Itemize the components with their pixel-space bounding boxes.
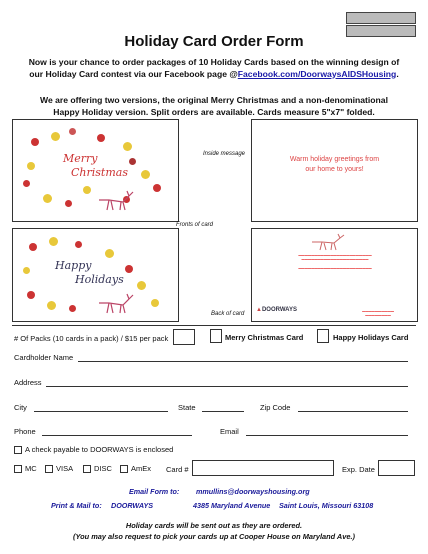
reindeer-icon — [95, 293, 135, 315]
versions-paragraph — [10, 95, 418, 118]
intro-paragraph — [10, 57, 418, 80]
city-field[interactable] — [34, 411, 168, 412]
packs-quantity-field[interactable] — [173, 329, 195, 345]
card-number-label: Card # — [166, 465, 189, 474]
happy-holidays-option: Happy Holidays Card — [333, 333, 409, 342]
versions-line-2: Happy Holiday version. Split orders are available. Cards measure 5"x7" folded. — [53, 106, 375, 117]
happy-holidays-front-image — [12, 228, 179, 322]
email-label: Email — [220, 427, 239, 436]
pickup-note: (You may also request to pick your cards up at Cooper House on Maryland Ave.) — [73, 532, 355, 541]
header-box — [346, 12, 416, 24]
email-address[interactable]: mmullins@doorwayshousing.org — [196, 487, 310, 496]
merry-christmas-checkbox[interactable] — [210, 329, 222, 343]
divider — [12, 325, 416, 326]
state-field[interactable] — [202, 411, 244, 412]
intro-line-2 — [10, 69, 418, 81]
disc-checkbox[interactable] — [83, 465, 91, 473]
doorways-logo-text: DOORWAYS — [261, 307, 297, 313]
holidays-text: Holidays — [75, 273, 124, 286]
back-of-card-image — [251, 228, 418, 322]
mc-checkbox[interactable] — [14, 465, 22, 473]
check-payable-text: A check payable to — [25, 445, 88, 454]
cardholder-name-label: Cardholder Name — [14, 353, 74, 362]
zip-code-label: Zip Code — [260, 403, 291, 412]
shipping-note: Holiday cards will be sent out as they are ordered. — [125, 521, 303, 530]
inside-message-label: Inside message — [203, 151, 246, 157]
cardholder-name-field[interactable] — [78, 361, 408, 362]
amex-label: AmEx — [131, 464, 152, 473]
email-form-label: Email Form to: — [129, 487, 180, 496]
facebook-link[interactable]: Facebook.com/DoorwaysAIDSHousing — [237, 68, 397, 79]
intro-line-2-text: our Holiday Card contest via our Facebook page @ — [29, 68, 238, 79]
zip-code-field[interactable] — [298, 411, 408, 412]
address-label: Address — [14, 378, 42, 387]
address-field[interactable] — [46, 386, 408, 387]
mail-label: Print & Mail to: — [51, 501, 102, 510]
visa-label: VISA — [56, 464, 74, 473]
city-label: City — [14, 403, 27, 412]
exp-date-label: Exp. Date — [342, 465, 375, 474]
reindeer-icon — [95, 190, 135, 212]
check-enclosed-label — [25, 445, 173, 454]
happy-holidays-checkbox[interactable] — [317, 329, 329, 343]
disc-label: DISC — [94, 464, 112, 473]
happy-text: Happy — [55, 259, 92, 272]
mail-street: 4385 Maryland Avenue — [193, 501, 271, 510]
back-fine-print: ▬▬▬▬▬▬▬▬▬▬▬▬▬▬▬▬▬▬▬▬▬▬▬ ▬▬▬▬▬▬▬▬▬▬▬▬▬▬▬▬▬▬▬▬▬ ▬▬▬▬▬▬▬▬▬▬▬▬▬▬▬▬▬▬▬▬▬▬▬ — [298, 253, 372, 270]
intro-line-1: Now is your chance to order packages of 10 Holiday Cards based on the winning design of — [28, 57, 400, 67]
page-title: Holiday Card Order Form — [124, 33, 304, 50]
check-enclosed-checkbox[interactable] — [14, 446, 22, 454]
check-suffix-text: is enclosed — [135, 445, 174, 454]
phone-field[interactable] — [42, 435, 192, 436]
merry-christmas-front-image — [12, 119, 179, 222]
inside-message-line-2: our home to yours! — [305, 166, 364, 173]
phone-label: Phone — [14, 427, 36, 436]
state-label: State — [178, 403, 196, 412]
check-org-text: DOORWAYS — [90, 445, 134, 454]
packs-label: # Of Packs (10 cards in a pack) / $15 per pack — [14, 334, 169, 343]
reindeer-icon — [308, 233, 348, 251]
intro-period: . — [396, 68, 399, 79]
mail-org: DOORWAYS — [111, 501, 154, 510]
mail-city: Saint Louis, Missouri 63108 — [279, 501, 374, 510]
exp-date-field[interactable] — [378, 460, 415, 476]
visa-checkbox[interactable] — [45, 465, 53, 473]
email-field[interactable] — [246, 435, 408, 436]
back-of-card-label: Back of card — [211, 311, 245, 317]
fronts-of-card-label: Fronts of card — [176, 222, 214, 228]
card-number-field[interactable] — [192, 460, 334, 476]
merry-christmas-option: Merry Christmas Card — [225, 333, 304, 342]
mc-label: MC — [25, 464, 37, 473]
doorways-logo: ▲DOORWAYS — [256, 307, 297, 313]
inside-message-image — [251, 119, 418, 222]
inside-message-line-1: Warm holiday greetings from — [289, 156, 380, 163]
amex-checkbox[interactable] — [120, 465, 128, 473]
back-fine-print-2: ▬▬▬▬▬▬▬▬▬▬ ▬▬▬▬▬▬▬▬ — [362, 309, 394, 318]
versions-line-1: We are offering two versions, the original Merry Christmas and a non-denominational — [40, 95, 388, 105]
christmas-text: Christmas — [71, 166, 128, 179]
merry-text: Merry — [63, 152, 98, 165]
